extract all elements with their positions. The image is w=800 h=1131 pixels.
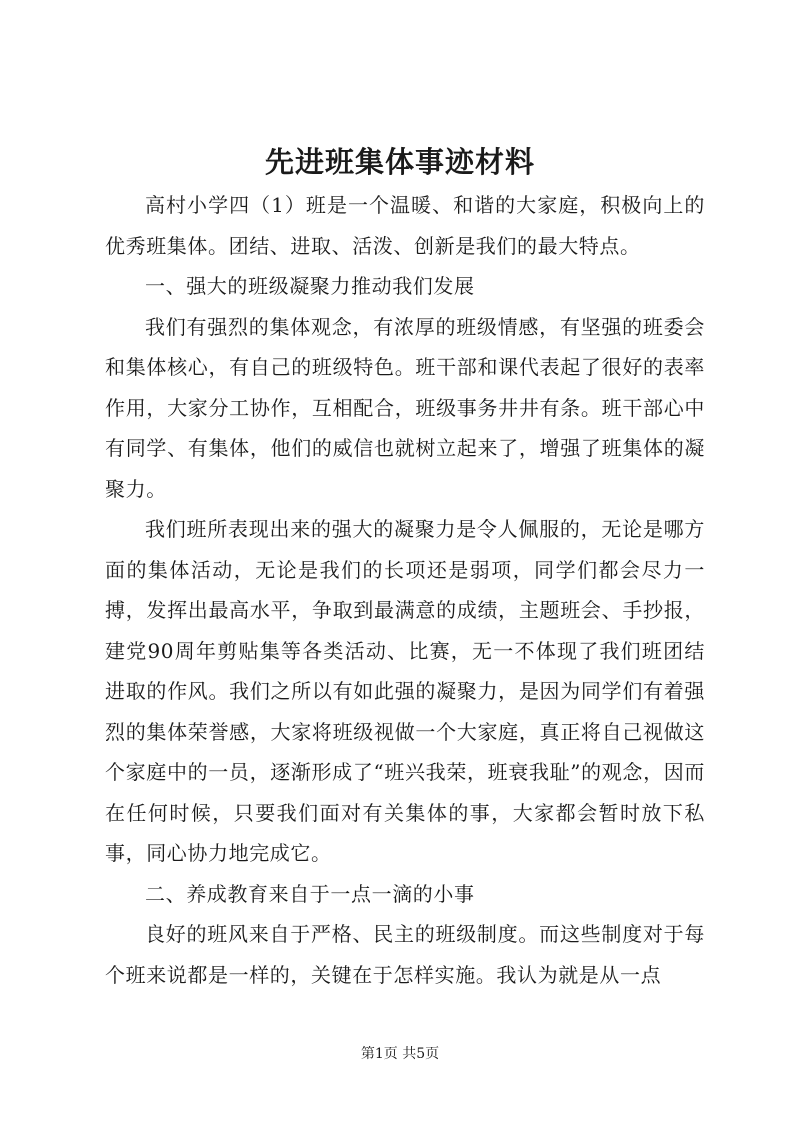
- section-heading-2: 二、养成教育来自于一点一滴的小事: [145, 881, 475, 906]
- paragraph-activities: 我们班所表现出来的强大的凝聚力是令人佩服的，无论是哪方面的集体活动，无论是我们的长项还是弱项，同学们都会尽力一搏，发挥出最高水平，争取到最满意的成绩，主题班会、手抄报，建党90周年剪贴集等各类活动、比赛，无一不体现了我们班团结进取的作风。我们之所以有如此强的凝聚力，是因为同学们有着强烈的集体荣誉感，大家将班级视做一个大家庭，真正将自己视做这个家庭中的一员，逐渐形成了“班兴我荣，班衰我耻”的观念，因而在任何时候，只要我们面对有关集体的事，大家都会暂时放下私事，同心协力地完成它。: [105, 517, 705, 865]
- paragraph-intro: 高村小学四（1）班是一个温暖、和谐的大家庭，积极向上的优秀班集体。团结、进取、活泼、创新是我们的最大特点。: [105, 193, 705, 258]
- paragraph-class-rules: 良好的班风来自于严格、民主的班级制度。而这些制度对于每个班来说都是一样的，关键在于怎样实施。我认为就是从一点: [105, 922, 705, 987]
- document-body: [105, 185, 705, 995]
- page-number-footer: 第1页 共5页: [360, 1046, 440, 1062]
- paragraph-cohesion: 我们有强烈的集体观念，有浓厚的班级情感，有坚强的班委会和集体核心，有自己的班级特色。班干部和课代表起了很好的表率作用，大家分工协作，互相配合，班级事务井井有条。班干部心中有同学、有集体，他们的威信也就树立起来了，增强了班集体的凝聚力。: [105, 314, 705, 501]
- section-heading-1: 一、强大的班级凝聚力推动我们发展: [145, 274, 475, 298]
- document-title: 先进班集体事迹材料: [264, 145, 535, 179]
